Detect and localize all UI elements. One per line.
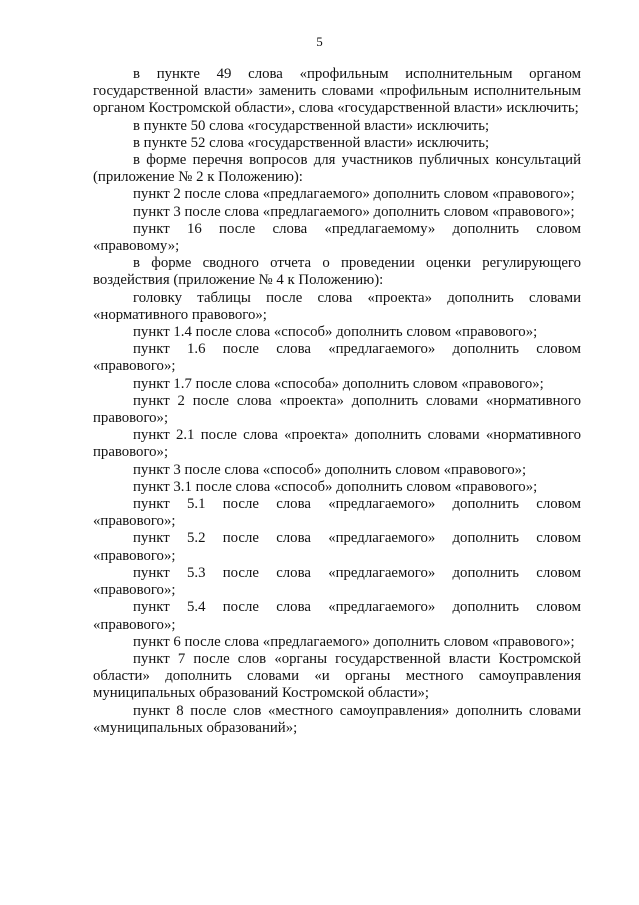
paragraph: пункт 2 после слова «предлагаемого» дополнить словом «правового»; <box>133 186 575 203</box>
paragraph: пункт 5.3 после слова «предлагаемого» дополнить словом «правового»; <box>93 564 581 599</box>
paragraph: пункт 8 после слов «местного самоуправления» дополнить словами «муниципальных образований»; <box>93 702 581 736</box>
paragraph: пункт 3 после слова «способ» дополнить словом «правового»; <box>133 461 527 478</box>
paragraph: головку таблицы после слова «проекта» дополнить словами «нормативного правового»; <box>93 289 581 323</box>
paragraph: в форме перечня вопросов для участников публичных консультаций (приложение № 2 к Положению): <box>93 152 581 186</box>
paragraph: пункт 5.2 после слова «предлагаемого» дополнить словом «правового»; <box>93 530 581 564</box>
paragraph: пункт 5.4 после слова «предлагаемого» дополнить словом «правового»; <box>93 599 581 633</box>
paragraph: пункт 7 после слов «органы государственной власти Костромской области» дополнить словами «и органы местного самоуправления муниципальных образований Костромской области»; <box>93 650 581 702</box>
paragraph: пункт 2 после слова «проекта» дополнить словами «нормативного правового»; <box>93 392 581 427</box>
paragraph: в пункте 52 слова «государственной власти» исключить; <box>133 134 490 151</box>
paragraph: пункт 2.1 после слова «проекта» дополнить словами «нормативного правового»; <box>93 427 581 461</box>
paragraph: пункт 16 после слова «предлагаемому» дополнить словом «правовому»; <box>93 220 581 255</box>
paragraph: в пункте 50 слова «государственной власти» исключить; <box>133 117 490 134</box>
paragraph: пункт 3.1 после слова «способ» дополнить словом «правового»; <box>133 478 538 495</box>
paragraph: пункт 1.7 после слова «способа» дополнить словом «правового»; <box>133 375 544 392</box>
paragraph: пункт 6 после слова «предлагаемого» дополнить словом «правового»; <box>133 633 575 650</box>
document-body <box>93 66 581 737</box>
paragraph: в пункте 49 слова «профильным исполнительным органом государственной власти» заменить словами «профильным исполнительным органом Костромской области», слова «государственной власти» исключить; <box>93 66 581 117</box>
paragraph: в форме сводного отчета о проведении оценки регулирующего воздействия (приложение № 4 к Положению): <box>93 255 581 289</box>
paragraph: пункт 3 после слова «предлагаемого» дополнить словом «правового»; <box>133 203 575 220</box>
paragraph: пункт 5.1 после слова «предлагаемого» дополнить словом «правового»; <box>93 496 581 530</box>
paragraph: пункт 1.4 после слова «способ» дополнить словом «правового»; <box>133 324 538 341</box>
page-number: 5 <box>316 34 323 49</box>
paragraph: пункт 1.6 после слова «предлагаемого» дополнить словом «правового»; <box>93 341 581 375</box>
